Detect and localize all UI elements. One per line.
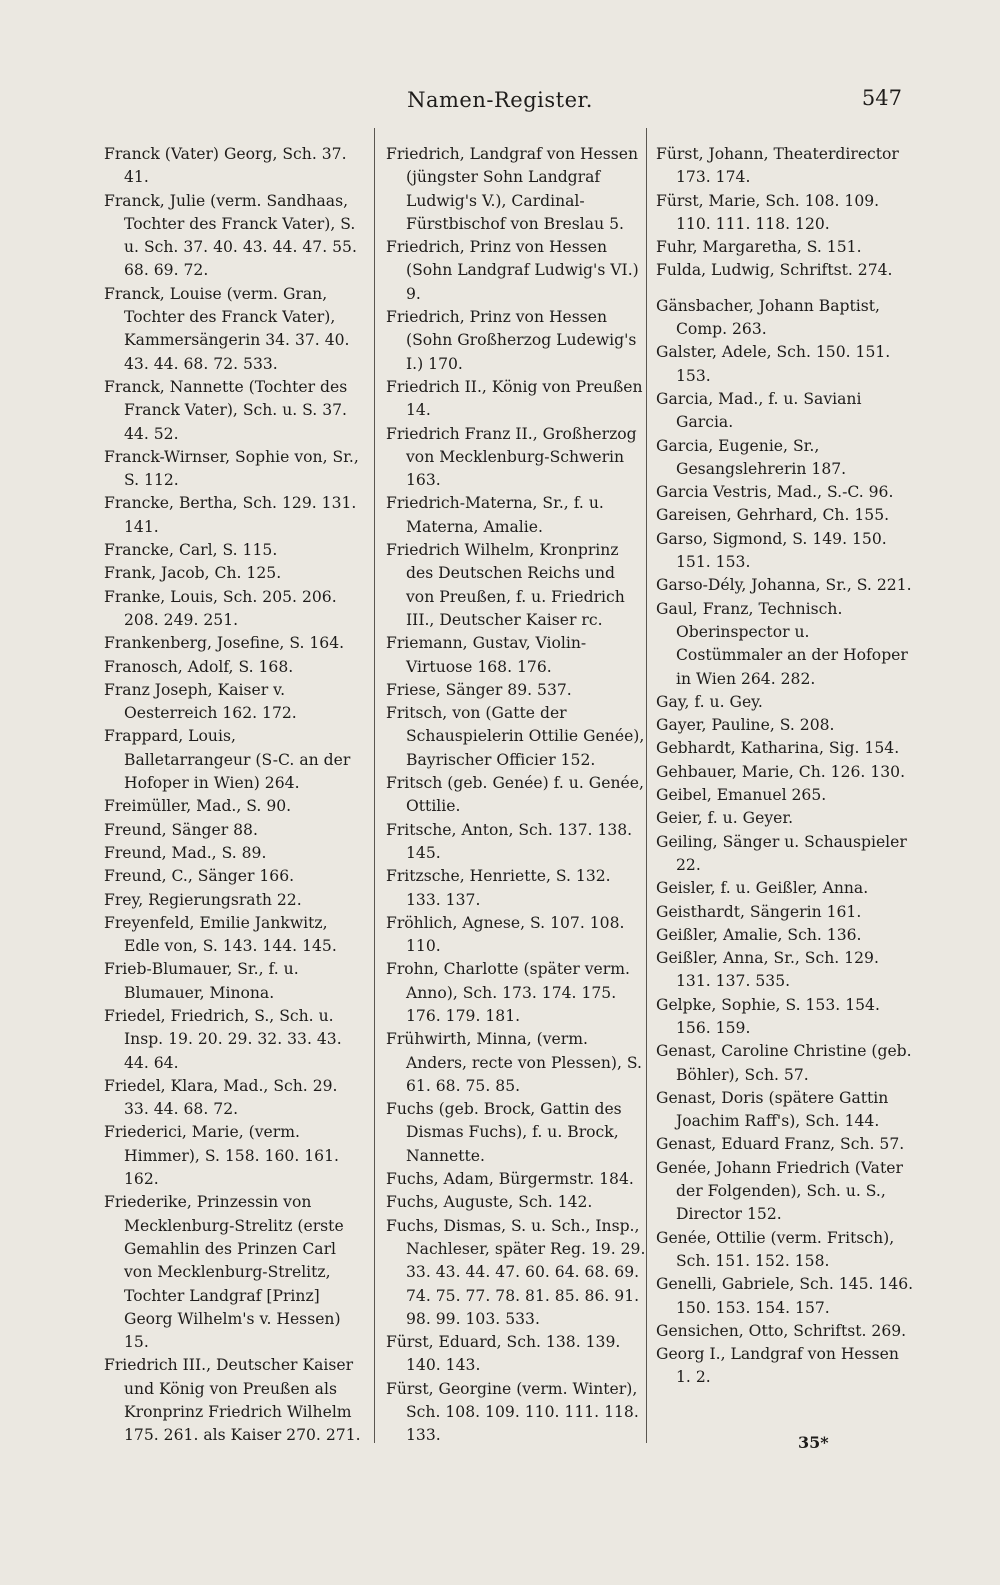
index-entry: Freund, Sänger 88. — [104, 820, 258, 839]
index-entry: Friedrich II., König von Preußen 14. — [386, 377, 643, 420]
index-column-1 — [104, 143, 366, 1448]
index-entry: Gebhardt, Katharina, Sig. 154. — [656, 739, 900, 758]
index-entry: Franosch, Adolf, S. 168. — [104, 657, 294, 676]
index-entry: Frieb-Blumauer, Sr., f. u. Blumauer, Minona. — [104, 960, 299, 1002]
index-entry: Fuchs (geb. Brock, Gattin des Dismas Fuchs), f. u. Brock, Nannette. — [386, 1100, 622, 1165]
index-entry: Galster, Adele, Sch. 150. 151. 153. — [656, 343, 891, 385]
index-entry: Fritsch (geb. Genée) f. u. Genée, Ottilie. — [386, 774, 644, 816]
index-entry: Freyenfeld, Emilie Jankwitz, Edle von, S. 143. 144. 145. — [104, 913, 337, 956]
index-entry: Genée, Johann Friedrich (Vater der Folgenden), Sch. u. S., Director 152. — [656, 1158, 903, 1224]
index-entry: Friedrich-Materna, Sr., f. u. Materna, Amalie. — [386, 494, 604, 536]
printer-signature: 35* — [798, 1433, 829, 1452]
index-entry: Frappard, Louis, Balletarrangeur (S-C. an der Hofoper in Wien) 264. — [104, 727, 351, 793]
index-entry: Friederike, Prinzessin von Mecklenburg-Strelitz (erste Gemahlin des Prinzen Carl von Mecklenburg-Strelitz, Tochter Landgraf [Prinz] Georg Wilhelm's v. Hessen) 15. — [104, 1193, 344, 1352]
index-entry: Freund, Mad., S. 89. — [104, 843, 267, 862]
index-entry: Gaul, Franz, Technisch. Oberinspector u. Costümmaler an der Hofoper in Wien 264. 282. — [656, 599, 908, 688]
index-entry: Friedrich, Prinz von Hessen (Sohn Großherzog Ludewig's I.) 170. — [386, 308, 637, 373]
index-entry: Genast, Doris (spätere Gattin Joachim Raff's), Sch. 144. — [656, 1088, 889, 1131]
index-entry: Geißler, Anna, Sr., Sch. 129. 131. 137. 535. — [656, 949, 879, 991]
column-rule — [374, 128, 375, 1443]
index-entry: Fuchs, Auguste, Sch. 142. — [386, 1193, 593, 1212]
index-entry: Fritsche, Anton, Sch. 137. 138. 145. — [386, 820, 633, 862]
index-entry: Frey, Regierungsrath 22. — [104, 890, 302, 909]
index-entry: Fürst, Marie, Sch. 108. 109. 110. 111. 118. 120. — [656, 191, 880, 233]
index-entry: Fröhlich, Agnese, S. 107. 108. 110. — [386, 913, 625, 956]
index-entry: Gareisen, Gehrhard, Ch. 155. — [656, 506, 890, 525]
index-entry: Genelli, Gabriele, Sch. 145. 146. 150. 153. 154. 157. — [656, 1275, 914, 1317]
index-entry: Frühwirth, Minna, (verm. Anders, recte von Plessen), S. 61. 68. 75. 85. — [386, 1030, 643, 1095]
index-entry: Franck, Louise (verm. Gran, Tochter des Franck Vater), Kammersängerin 34. 37. 40. 43. 44. 68. 72. 533. — [104, 284, 350, 373]
index-entry: Garso, Sigmond, S. 149. 150. 151. 153. — [656, 529, 887, 572]
index-entry: Geier, f. u. Geyer. — [656, 809, 794, 828]
index-entry: Friedrich III., Deutscher Kaiser und König von Preußen als Kronprinz Friedrich Wilhelm 175. 261. als Kaiser 270. 271. — [104, 1356, 361, 1445]
index-entry: Garcia, Mad., f. u. Saviani Garcia. — [656, 389, 862, 432]
index-entry: Fuchs, Dismas, S. u. Sch., Insp., Nachleser, später Reg. 19. 29. 33. 43. 44. 47. 60. 64. 68. 69. 74. 75. 77. 78. 81. 85. 86. 91. 98. 99. 103. 533. — [386, 1216, 646, 1328]
index-entry: Genast, Caroline Christine (geb. Böhler), Sch. 57. — [656, 1042, 912, 1084]
page-number: 547 — [861, 86, 902, 110]
index-entry: Franck (Vater) Georg, Sch. 37. 41. — [104, 145, 347, 187]
index-entry: Friedrich, Prinz von Hessen (Sohn Landgraf Ludwig's VI.) 9. — [386, 238, 639, 303]
index-entry: Gayer, Pauline, S. 208. — [656, 716, 835, 735]
index-entry: Fulda, Ludwig, Schriftst. 274. — [656, 261, 893, 280]
index-entry: Geisthardt, Sängerin 161. — [656, 902, 862, 921]
index-entry: Fritzsche, Henriette, S. 132. 133. 137. — [386, 867, 611, 909]
index-entry: Genast, Eduard Franz, Sch. 57. — [656, 1135, 905, 1154]
index-entry: Friese, Sänger 89. 537. — [386, 680, 572, 699]
index-entry: Geißler, Amalie, Sch. 136. — [656, 925, 862, 944]
index-entry: Fuhr, Margaretha, S. 151. — [656, 238, 862, 257]
index-entry: Friedel, Klara, Mad., Sch. 29. 33. 44. 68. 72. — [104, 1076, 338, 1119]
index-entry: Friederici, Marie, (verm. Himmer), S. 158. 160. 161. 162. — [104, 1123, 339, 1189]
index-entry: Francke, Bertha, Sch. 129. 131. 141. — [104, 494, 357, 536]
index-entry: Friemann, Gustav, Violin-Virtuose 168. 176. — [386, 634, 587, 676]
index-entry: Franz Joseph, Kaiser v. Oesterreich 162. 172. — [104, 680, 297, 723]
index-entry: Franck, Nannette (Tochter des Franck Vater), Sch. u. S. 37. 44. 52. — [104, 377, 348, 443]
index-entry: Fürst, Georgine (verm. Winter), Sch. 108. 109. 110. 111. 118. 133. — [386, 1379, 639, 1445]
index-entry: Fürst, Eduard, Sch. 138. 139. 140. 143. — [386, 1333, 621, 1375]
index-entry: Georg I., Landgraf von Hessen 1. 2. — [656, 1345, 899, 1387]
index-entry: Francke, Carl, S. 115. — [104, 541, 278, 560]
index-entry: Gelpke, Sophie, S. 153. 154. 156. 159. — [656, 995, 880, 1037]
index-column-3 — [656, 143, 918, 1390]
index-entry: Garso-Dély, Johanna, Sr., S. 221. — [656, 576, 912, 595]
index-entry: Franke, Louis, Sch. 205. 206. 208. 249. 251. — [104, 587, 337, 629]
index-entry: Freimüller, Mad., S. 90. — [104, 797, 292, 816]
running-title: Namen-Register. — [407, 88, 593, 112]
index-entry: Fritsch, von (Gatte der Schauspielerin Ottilie Genée), Bayrischer Officier 152. — [386, 704, 645, 769]
index-entry: Garcia Vestris, Mad., S.-C. 96. — [656, 483, 894, 502]
index-entry: Franck, Julie (verm. Sandhaas, Tochter des Franck Vater), S. u. Sch. 37. 40. 43. 44. 47. 55. 68. 69. 72. — [104, 191, 357, 280]
section-gap — [656, 283, 918, 295]
index-entry: Friedel, Friedrich, S., Sch. u. Insp. 19. 20. 29. 32. 33. 43. 44. 64. — [104, 1006, 342, 1072]
index-column-2 — [386, 143, 648, 1448]
index-entry: Friedrich Franz II., Großherzog von Mecklenburg-Schwerin 163. — [386, 424, 637, 490]
index-entry: Freund, C., Sänger 166. — [104, 867, 295, 886]
index-entry: Garcia, Eugenie, Sr., Gesangslehrerin 187. — [656, 436, 847, 478]
index-entry: Geibel, Emanuel 265. — [656, 786, 827, 805]
index-entry: Gay, f. u. Gey. — [656, 692, 763, 711]
index-entry: Genée, Ottilie (verm. Fritsch), Sch. 151. 152. 158. — [656, 1228, 895, 1270]
index-entry: Gänsbacher, Johann Baptist, Comp. 263. — [656, 296, 880, 339]
index-entry: Gensichen, Otto, Schriftst. 269. — [656, 1321, 907, 1340]
index-entry: Gehbauer, Marie, Ch. 126. 130. — [656, 762, 906, 781]
index-entry: Geisler, f. u. Geißler, Anna. — [656, 879, 869, 898]
index-entry: Frank, Jacob, Ch. 125. — [104, 564, 282, 583]
index-entry: Geiling, Sänger u. Schauspieler 22. — [656, 832, 907, 874]
index-entry: Frankenberg, Josefine, S. 164. — [104, 634, 345, 653]
index-entry: Fuchs, Adam, Bürgermstr. 184. — [386, 1170, 634, 1189]
index-entry: Frohn, Charlotte (später verm. Anno), Sch. 173. 174. 175. 176. 179. 181. — [386, 960, 630, 1025]
index-entry: Friedrich, Landgraf von Hessen (jüngster Sohn Landgraf Ludwig's V.), Cardinal-Fürstbischof von Breslau 5. — [386, 145, 639, 233]
index-entry: Friedrich Wilhelm, Kronprinz des Deutschen Reichs und von Preußen, f. u. Friedrich III., Deutscher Kaiser rc. — [386, 541, 625, 629]
index-entry: Fürst, Johann, Theaterdirector 173. 174. — [656, 145, 899, 187]
index-entry: Franck-Wirnser, Sophie von, Sr., S. 112. — [104, 447, 359, 490]
